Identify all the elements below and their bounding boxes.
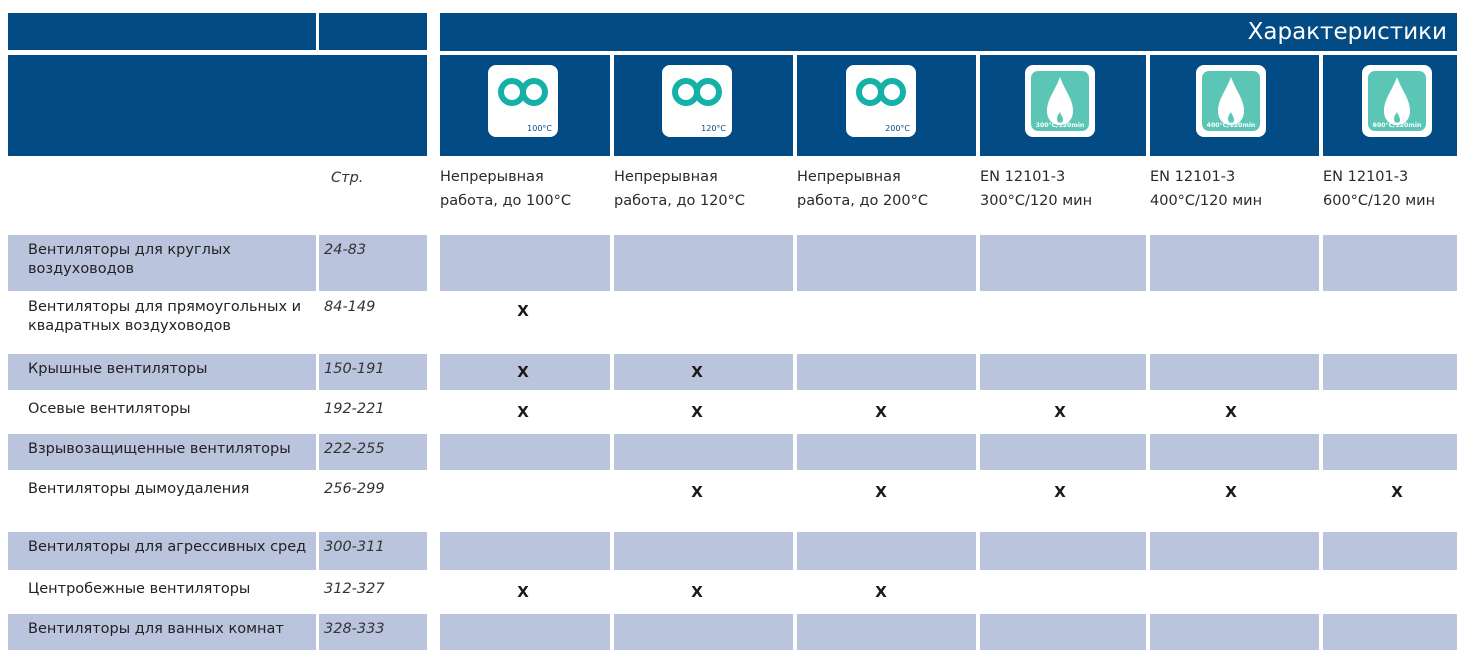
icon-caption: 300°C/120min [1035,122,1085,129]
check-mark: X [517,363,529,381]
icon-header-cell [1150,55,1319,156]
table-cell [440,532,610,570]
table-cell [614,614,793,650]
check-mark: X [875,403,887,421]
check-mark: X [875,583,887,601]
header-left-top [8,13,316,50]
column-header [1150,165,1319,213]
row-name: Вентиляторы дымоудаления [28,481,250,497]
row-name: Крышные вентиляторы [8,354,316,390]
table-cell [797,614,976,650]
check-mark: X [691,583,703,601]
table-cell [1150,574,1319,610]
icon-header-cell [980,55,1146,156]
row-name: Вентиляторы для круглых воздуховодов [8,235,316,291]
row-name: Вентиляторы для агрессивных сред [8,532,316,570]
icon-caption: 120°C [701,124,726,133]
table-cell [797,292,976,350]
table-cell [1150,434,1319,470]
row-pages: 222-255 [319,434,427,470]
column-header [980,165,1146,213]
table-cell [614,532,793,570]
table-cell [440,434,610,470]
table-cell [1150,235,1319,291]
icon-card [1025,65,1095,137]
check-mark: X [1054,483,1066,501]
table-cell [980,474,1146,510]
table-cell [440,292,610,350]
row-pages: 312-327 [324,581,385,597]
column-header-line2: 400°C/120 мин [1150,193,1263,209]
table-cell [614,474,793,510]
column-header [440,165,610,213]
column-header-line1: Непрерывная [614,169,718,185]
table-cell [797,394,976,430]
column-header-line2: работа, до 120°C [614,193,746,209]
table-cell [1323,394,1457,430]
characteristics-title: Характеристики [440,13,1457,51]
table-cell [980,394,1146,430]
icon-header-cell [797,55,976,156]
icon-card [846,65,916,137]
table-cell [797,474,976,510]
row-pages: 150-191 [319,354,427,390]
row-name: Осевые вентиляторы [28,401,191,417]
table-cell [614,574,793,610]
check-mark: X [691,363,703,381]
table-cell [440,614,610,650]
table-cell [614,235,793,291]
column-header-line1: EN 12101-3 [1323,169,1409,185]
row-pages: 300-311 [319,532,427,570]
pages-header: Стр. [331,170,364,186]
icon-card [662,65,732,137]
row-pages: 256-299 [324,481,385,497]
table-cell [1323,235,1457,291]
table-cell [1323,354,1457,390]
table-cell [1323,532,1457,570]
table-cell [1150,614,1319,650]
row-name: Вентиляторы для прямоугольных и квадратных воздуховодов [28,299,302,334]
table-cell [980,235,1146,291]
table-cell [614,354,793,390]
table-cell [797,235,976,291]
check-mark: X [875,483,887,501]
table-cell [1323,292,1457,350]
table-cell [614,434,793,470]
table-cell [1150,292,1319,350]
check-mark: X [691,403,703,421]
table-cell [980,434,1146,470]
icon-caption: 200°C [885,124,910,133]
row-name: Взрывозащищенные вентиляторы [8,434,316,470]
table-cell [1150,532,1319,570]
column-header-line1: Непрерывная [440,169,544,185]
row-pages: 328-333 [319,614,427,650]
header-left-icons [8,55,427,156]
check-mark: X [1054,403,1066,421]
header-pages-top [319,13,427,50]
column-header-line2: работа, до 200°C [797,193,929,209]
table-cell [797,354,976,390]
icon-card [1196,65,1266,137]
column-header-line1: EN 12101-3 [1150,169,1236,185]
row-name: Вентиляторы для ванных комнат [8,614,316,650]
table-cell [980,354,1146,390]
table-cell [614,292,793,350]
column-header-line2: 600°C/120 мин [1323,193,1436,209]
icon-caption: 100°C [527,124,552,133]
table-cell [440,474,610,510]
table-cell [1150,394,1319,430]
table-cell [1323,574,1457,610]
column-header [1323,165,1457,213]
icon-card [1362,65,1432,137]
column-header-line1: Непрерывная [797,169,901,185]
check-mark: X [517,403,529,421]
table-cell [614,394,793,430]
table-cell [1323,474,1457,510]
icon-card [488,65,558,137]
table-cell [797,434,976,470]
icon-caption: 400°C/120min [1206,122,1256,129]
table-cell [1150,354,1319,390]
column-header-line2: 300°C/120 мин [980,193,1093,209]
table-cell [1323,614,1457,650]
table-cell [980,292,1146,350]
table-cell [980,574,1146,610]
table-cell [980,614,1146,650]
column-header [797,165,976,213]
table-cell [440,235,610,291]
icon-header-cell [440,55,610,156]
check-mark: X [1391,483,1403,501]
check-mark: X [1225,483,1237,501]
icon-header-cell [1323,55,1457,156]
table-cell [1150,474,1319,510]
table-cell [440,574,610,610]
icon-caption: 600°C/120min [1372,122,1422,129]
table-cell [980,532,1146,570]
table-cell [1323,434,1457,470]
row-pages: 192-221 [324,401,385,417]
check-mark: X [517,583,529,601]
row-pages: 84-149 [324,299,376,315]
row-name: Центробежные вентиляторы [28,581,251,597]
icon-header-cell [614,55,793,156]
check-mark: X [517,302,529,320]
row-pages: 24-83 [319,235,427,291]
table-cell [797,532,976,570]
table-cell [797,574,976,610]
table-cell [440,394,610,430]
table-cell [440,354,610,390]
column-header-line2: работа, до 100°C [440,193,572,209]
check-mark: X [691,483,703,501]
column-header-line1: EN 12101-3 [980,169,1066,185]
column-header [614,165,793,213]
check-mark: X [1225,403,1237,421]
